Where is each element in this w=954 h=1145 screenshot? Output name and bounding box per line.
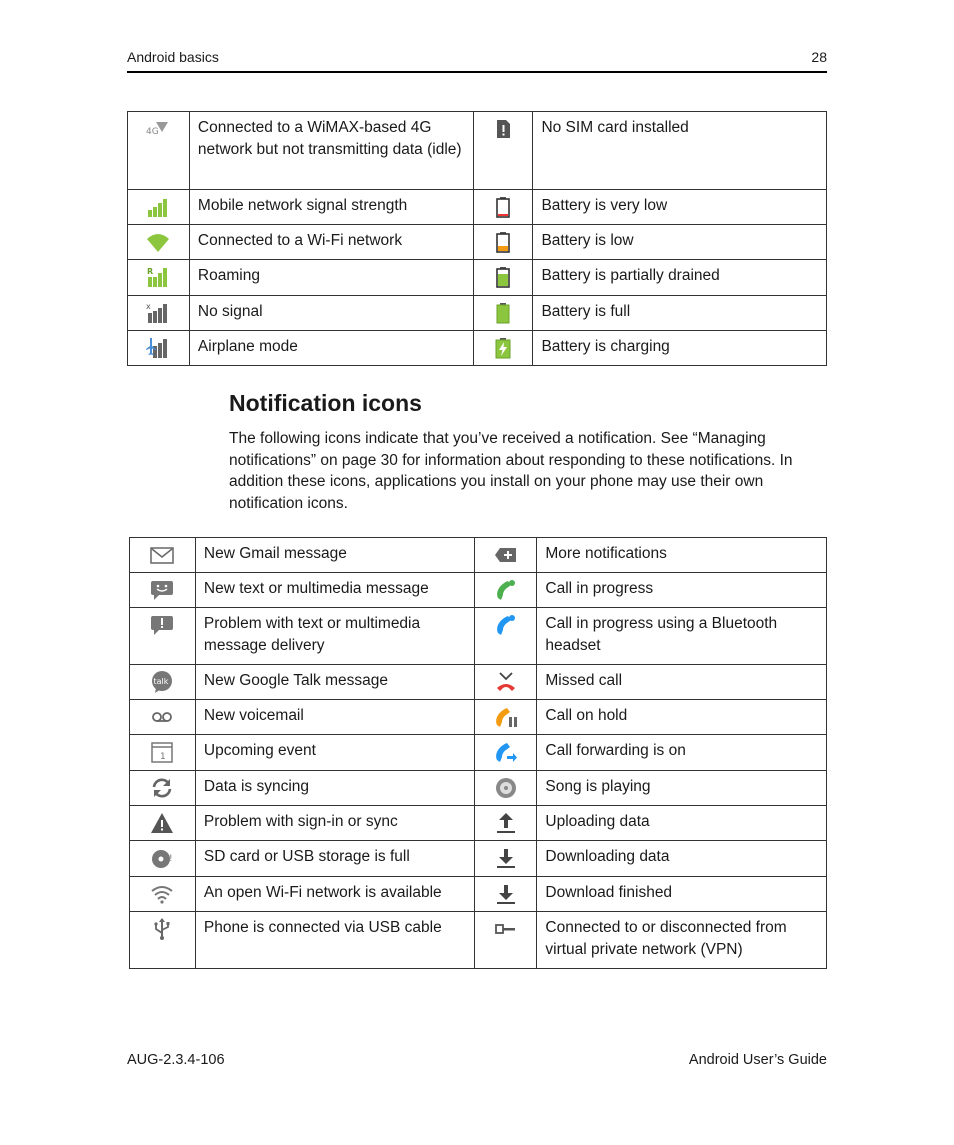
icon-cell [475,573,537,608]
page-header-section: Android basics [127,49,219,65]
icon-description: SD card or USB storage is full [195,841,475,877]
battery-very-low-icon [491,195,515,219]
gmail-icon [150,543,174,567]
calendar-icon [150,740,174,764]
table-row [128,331,827,366]
signal-strength-icon [146,195,170,219]
table-row [128,112,827,190]
icon-cell [130,735,196,771]
page-number: 28 [811,49,827,65]
icon-cell [473,331,533,366]
icon-cell [130,700,196,735]
icon-cell [130,771,196,806]
icon-cell [475,700,537,735]
icon-description: Airplane mode [189,331,473,366]
svg-text:R: R [147,267,154,276]
call-on-hold-icon [494,705,518,729]
icon-cell [130,573,196,608]
icon-description: Roaming [189,260,473,296]
talk-icon [150,670,174,694]
table-row [130,735,827,771]
icon-cell [128,190,190,225]
icon-description: Connected to a Wi-Fi network [189,225,473,260]
icon-description: Battery is very low [533,190,827,225]
icon-description: Upcoming event [195,735,475,771]
icon-description: New text or multimedia message [195,573,475,608]
airplane-mode-icon [146,336,170,360]
icon-cell [475,912,537,969]
sync-icon [150,776,174,800]
icon-cell [473,225,533,260]
call-forward-icon [494,740,518,764]
sms-icon [150,578,174,602]
icon-cell [128,331,190,366]
icon-description: Call in progress [537,573,827,608]
table-row [130,877,827,912]
icon-cell [130,877,196,912]
icon-cell [475,806,537,841]
download-finished-icon [494,882,518,906]
icon-description: Battery is low [533,225,827,260]
icon-description: More notifications [537,538,827,573]
voicemail-icon [150,705,174,729]
icon-description: Battery is full [533,296,827,331]
svg-text:1: 1 [160,752,167,762]
table-row [130,608,827,665]
song-playing-icon [494,776,518,800]
svg-text:4G: 4G [146,127,160,137]
icon-cell [130,608,196,665]
header-rule [127,71,827,73]
icon-cell [128,296,190,331]
upload-icon [494,811,518,835]
icon-cell [130,912,196,969]
table-row [130,771,827,806]
icon-description: Download finished [537,877,827,912]
icon-cell [475,538,537,573]
sms-problem-icon [150,613,174,637]
icon-description: Battery is partially drained [533,260,827,296]
footer-doc-code: AUG-2.3.4-106 [127,1052,225,1068]
icon-description: Connected to or disconnected from virtual private network (VPN) [537,912,827,969]
svg-text:!: ! [169,854,174,864]
battery-charging-icon [491,336,515,360]
icon-cell [128,225,190,260]
table-row [130,665,827,700]
wimax-idle-icon [146,117,170,141]
svg-text:talk: talk [153,677,169,686]
icon-cell [475,735,537,771]
vpn-icon [494,917,518,941]
icon-cell [130,538,196,573]
battery-full-icon [491,301,515,325]
icon-cell [475,608,537,665]
icon-description: Data is syncing [195,771,475,806]
icon-cell [473,260,533,296]
icon-cell [130,665,196,700]
call-in-progress-icon [494,578,518,602]
icon-description: Problem with text or multimedia message delivery [195,608,475,665]
table-row [128,225,827,260]
icon-cell [475,771,537,806]
icon-cell [475,877,537,912]
table-row [130,700,827,735]
table-row [130,538,827,573]
notification-icons-table [129,537,827,969]
table-row [130,573,827,608]
icon-description: No signal [189,296,473,331]
table-row [130,806,827,841]
no-signal-icon [146,301,170,325]
icon-description: Missed call [537,665,827,700]
svg-text:x: x [146,302,152,311]
download-icon [494,846,518,870]
warning-icon [150,811,174,835]
icon-description: Mobile network signal strength [189,190,473,225]
open-wifi-icon [150,882,174,906]
icon-cell [475,841,537,877]
section-title: Notification icons [229,390,422,416]
icon-description: Song is playing [537,771,827,806]
no-sim-icon [491,117,515,141]
icon-description: New Google Talk message [195,665,475,700]
footer-guide-title: Android User’s Guide [688,1052,827,1068]
icon-description: An open Wi-Fi network is available [195,877,475,912]
icon-cell [475,665,537,700]
battery-partial-icon [491,265,515,289]
icon-cell [130,806,196,841]
icon-description: Connected to a WiMAX-based 4G network but not transmitting data (idle) [189,112,473,190]
battery-low-icon [491,230,515,254]
roaming-icon [146,265,170,289]
more-notifications-icon [494,543,518,567]
table-row [128,296,827,331]
table-row [128,260,827,296]
wifi-icon [146,230,170,254]
icon-description: Call forwarding is on [537,735,827,771]
icon-cell [130,841,196,877]
icon-description: New Gmail message [195,538,475,573]
icon-description: Downloading data [537,841,827,877]
icon-cell [128,112,190,190]
icon-description: Uploading data [537,806,827,841]
icon-description: Call on hold [537,700,827,735]
missed-call-icon [494,670,518,694]
icon-cell [473,112,533,190]
icon-cell [473,190,533,225]
icon-description: Problem with sign-in or sync [195,806,475,841]
icon-description: Call in progress using a Bluetooth headset [537,608,827,665]
icon-description: Phone is connected via USB cable [195,912,475,969]
table-row [128,190,827,225]
usb-icon [150,917,174,941]
sd-full-icon [150,846,174,870]
icon-description: No SIM card installed [533,112,827,190]
status-icons-table [127,111,827,366]
icon-description: Battery is charging [533,331,827,366]
section-paragraph: The following icons indicate that you’ve received a notification. See “Managing notifications” on page 30 for information about responding to these notifications. In addition these icons, applications you install on your phone may use their own notification icons. [229,430,793,512]
table-row [130,912,827,969]
table-row [130,841,827,877]
icon-cell [128,260,190,296]
icon-cell [473,296,533,331]
bluetooth-call-icon [494,613,518,637]
icon-description: New voicemail [195,700,475,735]
